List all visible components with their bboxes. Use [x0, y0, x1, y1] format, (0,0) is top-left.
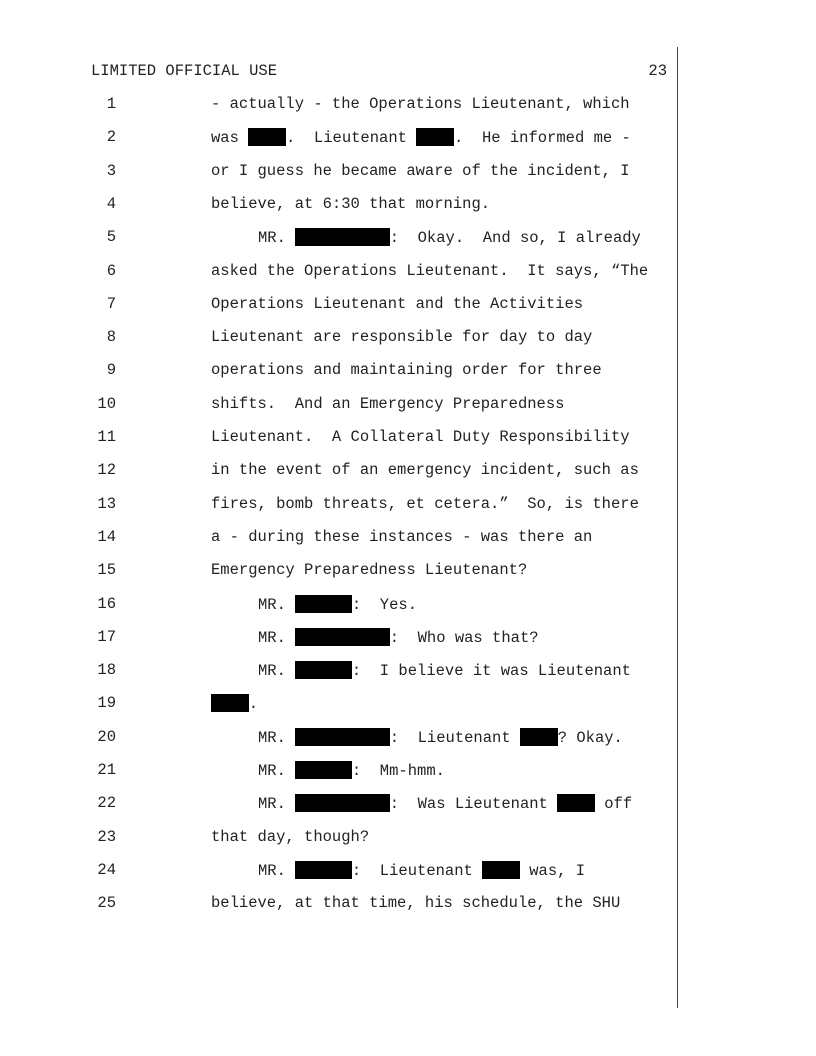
line-text [211, 262, 648, 280]
text-segment: : Who was that? [389, 628, 539, 647]
text-segment: : Yes. [351, 595, 418, 614]
redaction-box [211, 694, 249, 712]
transcript-line [0, 162, 677, 186]
transcript-line [0, 894, 677, 918]
transcript-line [0, 628, 677, 652]
text-segment: : Lieutenant [351, 861, 483, 880]
text-segment: Emergency Preparedness Lieutenant? [211, 561, 528, 580]
text-segment: MR. [258, 762, 296, 780]
text-segment: operations and maintaining order for three [211, 361, 602, 380]
redaction-box [482, 861, 520, 879]
text-segment: off [594, 795, 633, 814]
line-number: 14 [97, 527, 116, 546]
text-segment: MR. [258, 628, 296, 647]
text-segment: fires, bomb threats, et cetera.” So, is there [211, 494, 639, 513]
redaction-box [248, 128, 286, 146]
classification-header: LIMITED OFFICIAL USE [91, 62, 278, 80]
line-number: 13 [97, 494, 116, 513]
redaction-box [295, 661, 352, 679]
transcript-line [0, 661, 677, 685]
text-segment: - actually - the Operations Lieutenant, which [211, 95, 630, 113]
text-segment: MR. [258, 662, 296, 681]
line-number: 8 [106, 328, 116, 347]
transcript-line [0, 328, 677, 352]
transcript-line [0, 128, 677, 152]
text-segment: : Okay. And so, I already [389, 229, 641, 248]
line-text [258, 661, 631, 680]
line-text [211, 195, 490, 213]
transcript-line [0, 262, 677, 286]
text-segment: : I believe it was Lieutenant [351, 662, 631, 681]
redaction-box [295, 861, 352, 879]
line-text [258, 228, 641, 247]
redaction-box [295, 595, 352, 613]
transcript-line [0, 495, 677, 519]
line-number: 9 [106, 361, 116, 380]
line-text [211, 694, 258, 713]
line-text [211, 561, 527, 579]
transcript-line [0, 561, 677, 585]
redaction-box [295, 228, 390, 246]
line-number: 20 [97, 727, 116, 746]
transcript-line [0, 861, 677, 885]
text-segment: shifts. And an Emergency Preparedness [211, 394, 565, 413]
transcript-line [0, 195, 677, 219]
text-segment: was, I [519, 861, 586, 880]
line-text [211, 461, 639, 479]
line-number: 4 [106, 194, 116, 213]
line-text [258, 861, 585, 880]
redaction-box [295, 761, 352, 779]
redaction-box [295, 628, 390, 646]
text-segment: MR. [258, 795, 296, 814]
transcript-line [0, 595, 677, 619]
transcript-line [0, 361, 677, 385]
text-segment: in the event of an emergency incident, such as [211, 461, 639, 480]
text-segment: believe, at that time, his schedule, the SHU [211, 894, 621, 913]
transcript-line [0, 461, 677, 485]
line-text [258, 761, 445, 780]
line-number: 1 [106, 95, 116, 113]
line-number: 19 [97, 694, 116, 713]
text-segment: Operations Lieutenant and the Activities [211, 294, 584, 313]
text-segment: MR. [258, 595, 296, 614]
line-number: 18 [97, 661, 116, 680]
line-text [211, 528, 592, 546]
line-text [258, 595, 417, 614]
line-text [258, 628, 539, 647]
line-number: 22 [97, 794, 116, 813]
text-segment: Lieutenant. A Collateral Duty Responsibility [211, 428, 630, 446]
transcript-line [0, 761, 677, 785]
line-number: 17 [97, 627, 116, 646]
transcript-line [0, 95, 677, 119]
text-segment: : Lieutenant [389, 728, 520, 747]
line-number: 10 [97, 394, 116, 413]
transcript-line [0, 794, 677, 818]
line-number: 24 [97, 860, 116, 879]
redaction-box [295, 794, 390, 812]
redaction-box [520, 728, 558, 746]
line-number: 7 [106, 294, 116, 313]
text-segment: believe, at 6:30 that morning. [211, 194, 491, 213]
line-number: 3 [106, 161, 116, 180]
transcript-line [0, 694, 677, 718]
line-number: 15 [97, 561, 116, 580]
line-text [211, 295, 583, 313]
transcript-line [0, 828, 677, 852]
text-segment: was [211, 129, 249, 148]
text-segment: or I guess he became aware of the incident, I [211, 161, 630, 180]
line-text [211, 828, 369, 846]
line-text [211, 328, 592, 346]
text-segment: : Mm-hmm. [351, 762, 445, 780]
text-segment: . Lieutenant [286, 129, 417, 148]
line-number: 12 [97, 461, 116, 480]
line-text [258, 728, 623, 747]
line-number: 23 [97, 827, 116, 846]
line-text [258, 794, 632, 813]
line-number: 5 [106, 228, 116, 247]
text-segment: that day, though? [211, 827, 370, 846]
redaction-box [557, 794, 595, 812]
line-number: 16 [97, 594, 116, 613]
transcript-line [0, 295, 677, 319]
text-segment: ? Okay. [557, 728, 623, 747]
line-text [211, 894, 620, 912]
line-text [211, 128, 631, 147]
line-text [211, 495, 639, 513]
line-number: 2 [106, 128, 116, 147]
line-text [211, 395, 564, 413]
text-segment: a - during these instances - was there an [211, 527, 593, 546]
right-margin-rule [677, 47, 678, 1008]
text-segment: : Was Lieutenant [389, 795, 558, 814]
transcript-line [0, 528, 677, 552]
line-text [211, 95, 630, 113]
text-segment: . [248, 695, 259, 714]
line-text [211, 361, 602, 379]
line-number: 25 [97, 894, 116, 913]
page-number: 23 [648, 62, 667, 80]
transcript-line [0, 728, 677, 752]
line-number: 11 [97, 428, 116, 446]
text-segment: MR. [258, 728, 296, 747]
transcript-line [0, 228, 677, 252]
transcript-line [0, 428, 677, 452]
line-text [211, 428, 630, 446]
text-segment: asked the Operations Lieutenant. It says, “The [211, 261, 649, 280]
text-segment: MR. [258, 229, 296, 248]
text-segment: MR. [258, 861, 296, 880]
redaction-box [416, 128, 454, 146]
text-segment: . He informed me - [454, 129, 631, 148]
line-text [211, 162, 630, 180]
line-number: 21 [97, 761, 116, 779]
redaction-box [295, 728, 390, 746]
line-number: 6 [106, 261, 116, 280]
text-segment: Lieutenant are responsible for day to day [211, 328, 593, 347]
transcript-line [0, 395, 677, 419]
